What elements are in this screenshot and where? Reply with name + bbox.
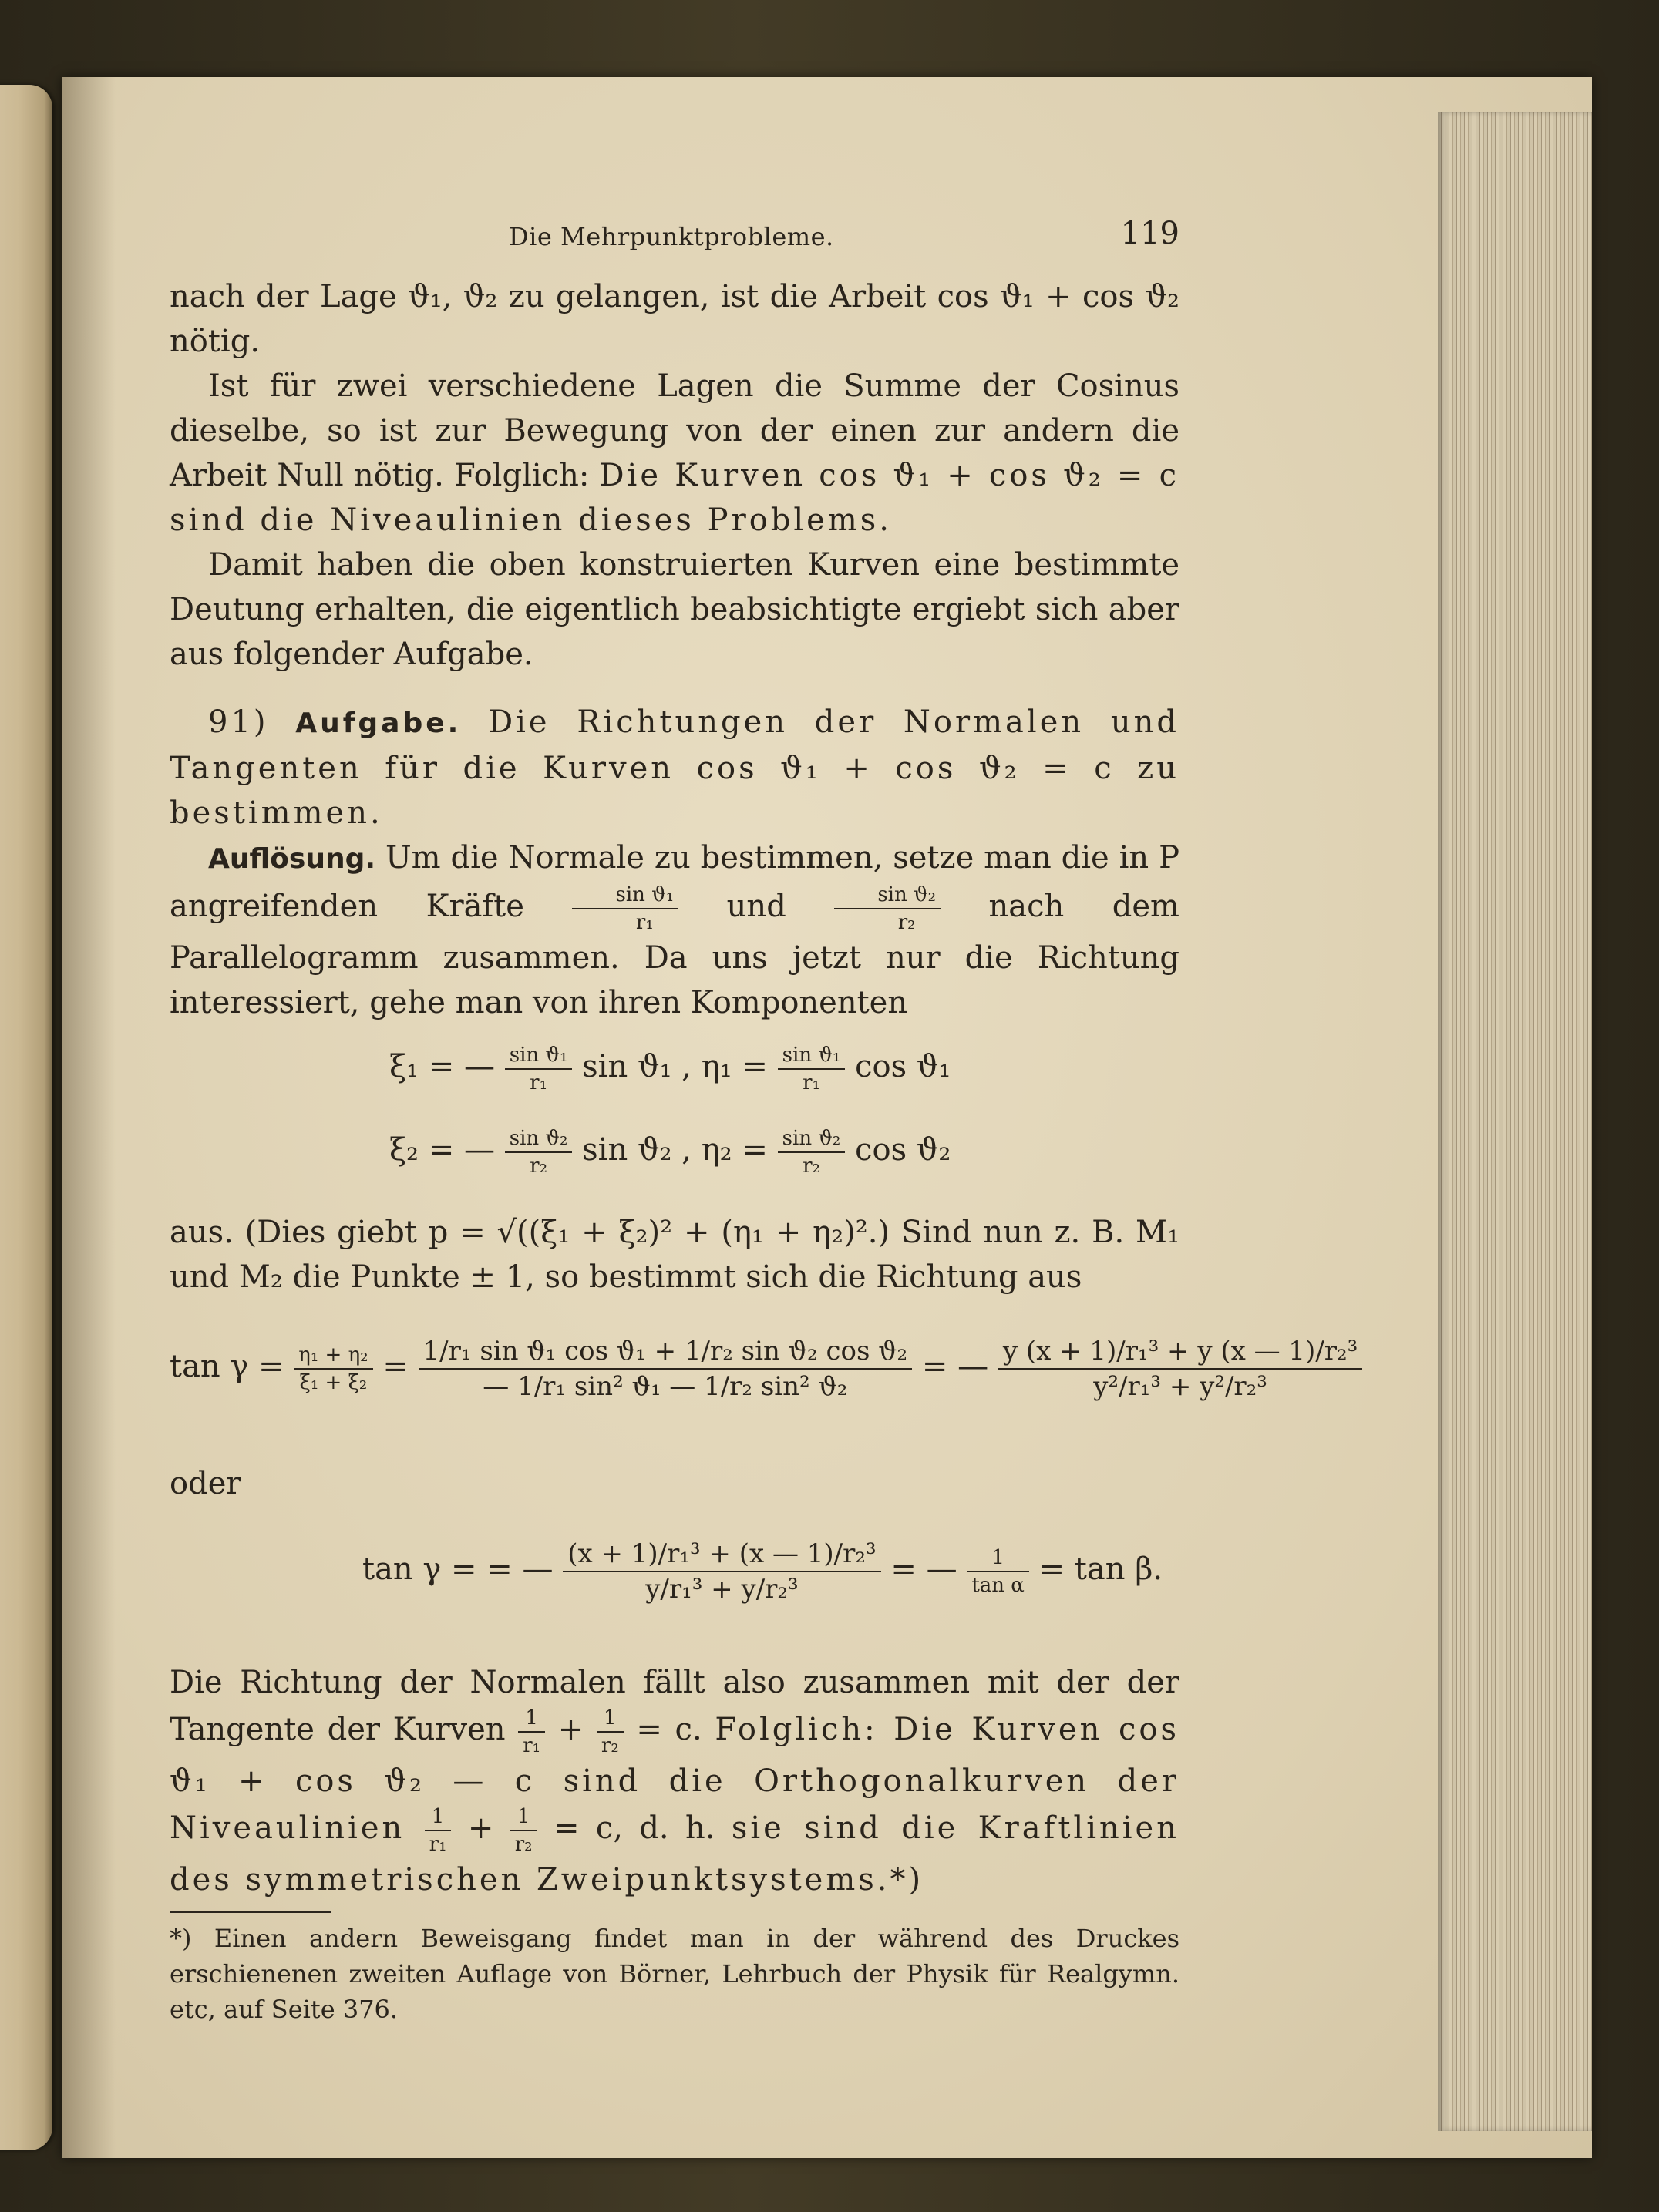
equation-tan-beta-body [362, 1537, 1163, 1606]
frac-num: 1 [597, 1705, 624, 1733]
frac-num: sin ϑ₁ [778, 1042, 846, 1070]
solution-und: und [678, 889, 835, 924]
frac-num: 1/r₁ sin ϑ₁ cos ϑ₁ + 1/r₂ sin ϑ₂ cos ϑ₂ [419, 1334, 913, 1370]
conclusion-text-4: sie sind die Kraftlinien des symmetrischen Zweipunktsystems.*) [170, 1810, 1179, 1898]
page-header [170, 213, 1179, 274]
solution-text-1: Um die Normale zu bestimmen, setze man die in P angreifenden Kräfte [170, 840, 1179, 924]
fraction-sin2-r2 [778, 1125, 846, 1179]
xi2-end: cos ϑ₂ [855, 1132, 951, 1168]
frac-num: sin ϑ₁ [505, 1042, 573, 1070]
equation-xi2-body [389, 1125, 951, 1179]
fraction-one-r2 [510, 1804, 537, 1857]
equation-xi1-body [389, 1042, 951, 1096]
footnote-rule [170, 1911, 331, 1913]
page-content [170, 213, 1358, 2027]
frac-num: η₁ + η₂ [294, 1342, 372, 1370]
task-paragraph [170, 700, 1179, 835]
frac-den: r₂ [601, 1734, 619, 1757]
frac-num: sin ϑ₂ [505, 1125, 573, 1153]
tan-lhs: tan γ = [170, 1349, 284, 1384]
solution-paragraph [170, 835, 1179, 1025]
oder-label: oder [170, 1466, 241, 1501]
frac-den: — 1/r₁ sin² ϑ₁ — 1/r₂ sin² ϑ₂ [483, 1371, 848, 1402]
paragraph-2-text: Ist für zwei verschiedene Lagen die Summe der Cosinus dieselbe, so ist zur Bewegung von der einen zur andern die Arbeit Null nötig. Folglich: [170, 368, 1179, 493]
frac-den: r₁ [429, 1833, 447, 1856]
frac-num: 1 [510, 1804, 537, 1831]
xi1-end: cos ϑ₁ [855, 1049, 951, 1084]
frac-den: r₂ [514, 1833, 533, 1856]
paragraph-2 [170, 364, 1179, 543]
fraction-eta-xi [294, 1342, 372, 1396]
aus-paragraph: aus. (Dies giebt p = √((ξ₁ + ξ₂)² + (η₁ + η₂)².) Sind nun z. B. M₁ und M₂ die Punkte ± 1, so bestimmt sich die Richtung aus [170, 1215, 1179, 1295]
tan2-minus: = — [486, 1551, 554, 1587]
frac-den: r₂ [530, 1155, 547, 1178]
conclusion-text-3: = c, d. h. [537, 1810, 732, 1846]
frac-den: y/r₁³ + y/r₂³ [645, 1574, 799, 1605]
fraction-one-r2 [597, 1705, 624, 1759]
solution-label: Auflösung. [208, 843, 376, 875]
frac-num: sin ϑ₂ [778, 1125, 846, 1153]
task-number: 91) [208, 704, 296, 740]
frac-num: 1 [425, 1804, 452, 1831]
tan-eq-1: = [382, 1349, 409, 1384]
running-head: Die Mehrpunktprobleme. [509, 222, 834, 251]
fraction-sin2-r2 [505, 1125, 573, 1179]
fraction-sin1-r1 [572, 882, 678, 936]
frac-den: r₁ [635, 911, 654, 934]
frac-den: r₁ [803, 1071, 820, 1094]
frac-num: (x + 1)/r₁³ + (x — 1)/r₂³ [563, 1537, 880, 1572]
frac-num: y (x + 1)/r₁³ + y (x — 1)/r₂³ [998, 1334, 1362, 1370]
equation-xi1 [170, 1025, 1179, 1118]
page-edges [1438, 112, 1592, 2131]
spacer [170, 677, 1179, 700]
fraction-one-r1 [518, 1705, 545, 1759]
frac-den: r₂ [897, 911, 916, 934]
xi2-mid: sin ϑ₂ , η₂ = [582, 1132, 768, 1168]
frac-num: 1 [967, 1545, 1029, 1572]
conclusion-text-2: Folglich: Die Kurven cos ϑ₁ + cos ϑ₂ — c sind die Orthogonalkurven der Niveaulinien [170, 1712, 1179, 1846]
fraction-sin1-r1 [778, 1042, 846, 1096]
fraction-one-tan-alpha [967, 1545, 1029, 1598]
frac-den: r₂ [803, 1155, 820, 1178]
equation-tan-gamma [170, 1299, 1358, 1461]
frac-num: 1 [518, 1705, 545, 1733]
task-text: Die Richtungen der Normalen und Tangenten für die Kurven cos ϑ₁ + cos ϑ₂ = c zu bestimmen. [170, 704, 1179, 831]
conclusion-paragraph: Die Richtung der Normalen fällt also zusammen mit der der Tangente der Kurven $\frac{1}{\text{r₁}}$ + $\frac{1}{\text{r₂}}$ = c. Folglich: Die Kurven cos ϑ₁ + cos ϑ₂ — c sind die Orthogonalkurven der Niveaulinien $\frac{1}{\text{r₁}}$ + $\frac{1}{\text{r₂}}$ = c, d. h. sie sind die Kraftlinien des symmetrischen Zweipunktsystems.*) [170, 1665, 1179, 1898]
fraction-sin-cos [419, 1334, 913, 1404]
frac-den: ξ₁ + ξ₂ [299, 1371, 368, 1394]
xi1-mid: sin ϑ₁ , η₁ = [582, 1049, 768, 1084]
xi1-lhs: ξ₁ = — [389, 1049, 496, 1084]
conclusion-text-1: Die Richtung der Normalen fällt also zusammen mit der der Tangente der Kurven [170, 1665, 1179, 1747]
fraction-one-r1 [425, 1804, 452, 1857]
frac-den: r₁ [530, 1071, 547, 1094]
solution-text-2: nach dem Parallelogramm zusammen. Da uns jetzt nur die Richtung interessiert, gehe man von ihren Komponenten [170, 889, 1179, 1020]
frac-num: sin ϑ₂ [834, 882, 941, 909]
xi2-lhs: ξ₂ = — [389, 1132, 496, 1168]
tan-eq-2: = — [921, 1349, 989, 1384]
tan2-end: = tan β. [1038, 1551, 1163, 1587]
frac-num: sin ϑ₁ [572, 882, 678, 909]
paragraph-1: nach der Lage ϑ₁, ϑ₂ zu gelangen, ist die Arbeit cos ϑ₁ + cos ϑ₂ nötig. [170, 279, 1179, 359]
tan2-lhs: tan γ = [362, 1551, 477, 1587]
task-label: Aufgabe. [295, 708, 462, 739]
fraction-y-r [998, 1334, 1362, 1404]
equation-tan-beta [170, 1506, 1179, 1660]
frac-den: tan α [971, 1574, 1025, 1597]
fraction-x-y [563, 1537, 880, 1606]
equation-tan-gamma-body [170, 1334, 1362, 1404]
left-page-edge [0, 85, 52, 2150]
footnote: *) Einen andern Beweisgang findet man in der während des Druckes erschienenen zweiten Auflage von Börner, Lehrbuch der Physik für Realgymn. etc, auf Seite 376. [170, 1924, 1179, 2024]
paragraph-2-spaced: Die Kurven cos ϑ₁ + cos ϑ₂ = c sind die Niveaulinien dieses Problems. [170, 458, 1179, 538]
conclusion-eq: = c. [623, 1712, 715, 1747]
frac-den: y²/r₁³ + y²/r₂³ [1093, 1371, 1267, 1402]
fraction-sin1-r1 [505, 1042, 573, 1096]
paragraph-3: Damit haben die oben konstruierten Kurven eine bestimmte Deutung erhalten, die eigentlich beabsichtigte ergiebt sich aber aus folgender Aufgabe. [170, 547, 1179, 672]
spine-shadow [62, 77, 116, 2158]
equation-xi2 [170, 1118, 1179, 1210]
page-number: 119 [1120, 216, 1179, 251]
tan2-eq: = — [890, 1551, 957, 1587]
frac-den: r₁ [523, 1734, 541, 1757]
fraction-sin2-r2 [834, 882, 941, 936]
